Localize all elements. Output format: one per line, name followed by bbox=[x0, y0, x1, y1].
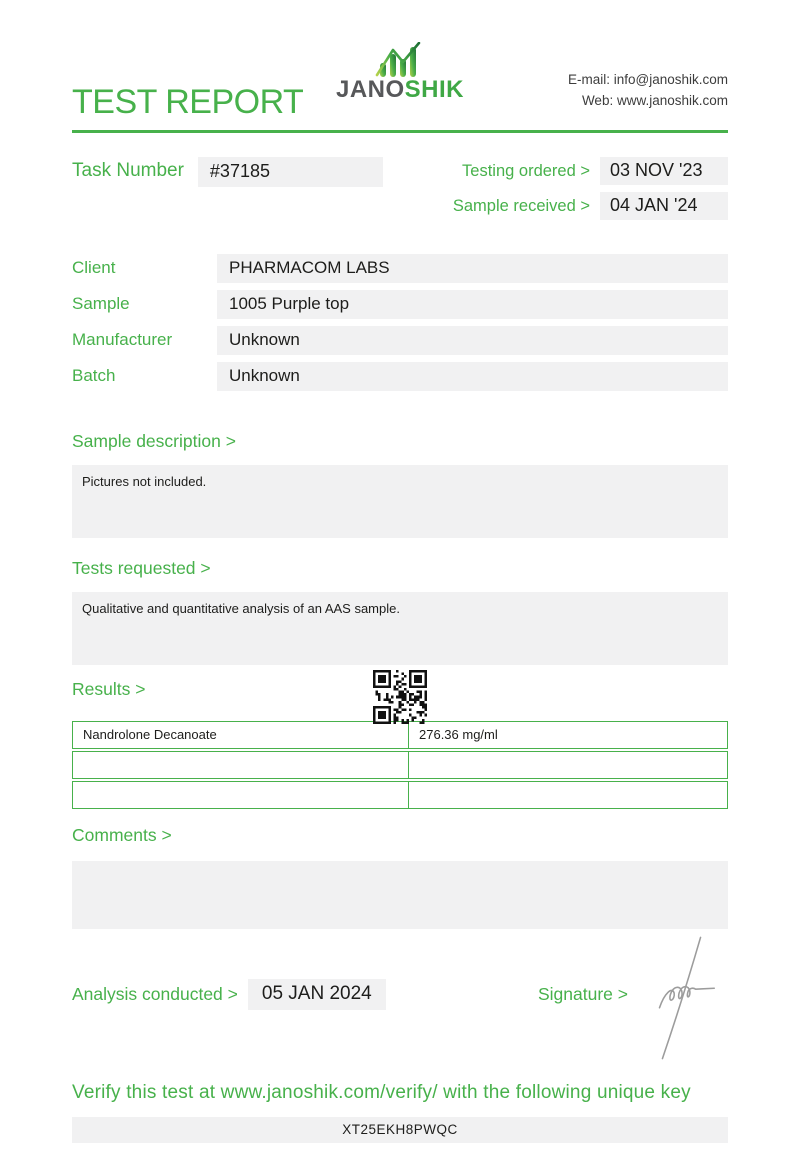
test-report-page bbox=[72, 0, 728, 1143]
signature-image bbox=[638, 933, 724, 1063]
comments-heading: Comments > bbox=[72, 825, 172, 845]
report-header bbox=[72, 40, 728, 130]
testing-ordered-row bbox=[453, 157, 728, 185]
results-section bbox=[72, 679, 728, 809]
sample-description-box: Pictures not included. bbox=[72, 465, 728, 538]
qr-code bbox=[373, 670, 427, 724]
logo-wordmark bbox=[336, 78, 464, 102]
table-row bbox=[72, 721, 728, 749]
header-divider bbox=[72, 130, 728, 133]
sample-details bbox=[72, 254, 728, 391]
unique-key: XT25EKH8PWQC bbox=[72, 1117, 728, 1143]
batch-label: Batch bbox=[72, 366, 116, 385]
janoshik-logo bbox=[336, 42, 464, 102]
sample-description-heading: Sample description > bbox=[72, 431, 236, 451]
manufacturer-value: Unknown bbox=[217, 326, 728, 355]
sample-row bbox=[72, 290, 728, 319]
sample-value: 1005 Purple top bbox=[217, 290, 728, 319]
testing-ordered-label: Testing ordered > bbox=[462, 161, 590, 180]
sample-description-section bbox=[72, 431, 728, 538]
comments-section bbox=[72, 825, 728, 929]
verify-text: Verify this test at www.janoshik.com/verify/ with the following unique key bbox=[72, 1082, 691, 1103]
manufacturer-label: Manufacturer bbox=[72, 330, 173, 349]
batch-value: Unknown bbox=[217, 362, 728, 391]
page-title: TEST REPORT bbox=[72, 83, 304, 121]
analysis-signature-row bbox=[72, 979, 728, 1010]
dates-block bbox=[453, 157, 728, 220]
task-number-label: Task Number bbox=[72, 160, 184, 181]
logo-word-green: SHIK bbox=[404, 76, 465, 103]
manufacturer-row bbox=[72, 326, 728, 355]
batch-row bbox=[72, 362, 728, 391]
sample-received-label: Sample received > bbox=[452, 196, 590, 215]
client-value: PHARMACOM LABS bbox=[217, 254, 728, 283]
comments-box bbox=[72, 861, 728, 929]
client-row bbox=[72, 254, 728, 283]
client-label: Client bbox=[72, 258, 116, 277]
task-number-value: #37185 bbox=[198, 157, 383, 187]
results-heading: Results > bbox=[72, 679, 146, 699]
table-row bbox=[72, 751, 728, 779]
signature-label: Signature > bbox=[538, 984, 628, 1004]
sample-received-value: 04 JAN '24 bbox=[600, 192, 728, 220]
substance-cell bbox=[73, 782, 409, 808]
substance-cell: Nandrolone Decanoate bbox=[73, 722, 409, 748]
task-section bbox=[72, 157, 728, 220]
testing-ordered-value: 03 NOV '23 bbox=[600, 157, 728, 185]
substance-cell bbox=[73, 752, 409, 778]
contact-info bbox=[568, 70, 728, 112]
result-cell bbox=[409, 782, 727, 808]
analysis-date-value: 05 JAN 2024 bbox=[248, 979, 386, 1010]
contact-web: Web: www.janoshik.com bbox=[581, 93, 728, 109]
result-cell: 276.36 mg/ml bbox=[419, 727, 498, 742]
chart-logo-icon bbox=[372, 42, 428, 78]
table-row bbox=[72, 781, 728, 809]
contact-email: E-mail: info@janoshik.com bbox=[567, 72, 728, 88]
sample-label: Sample bbox=[72, 294, 130, 313]
result-cell bbox=[409, 752, 727, 778]
tests-requested-heading: Tests requested > bbox=[72, 558, 211, 578]
tests-requested-box: Qualitative and quantitative analysis of an AAS sample. bbox=[72, 592, 728, 665]
analysis-conducted-label: Analysis conducted > bbox=[72, 984, 238, 1004]
results-table bbox=[72, 721, 728, 809]
logo-word-dark: JANO bbox=[335, 76, 405, 103]
sample-received-row bbox=[453, 192, 728, 220]
tests-requested-section bbox=[72, 558, 728, 665]
